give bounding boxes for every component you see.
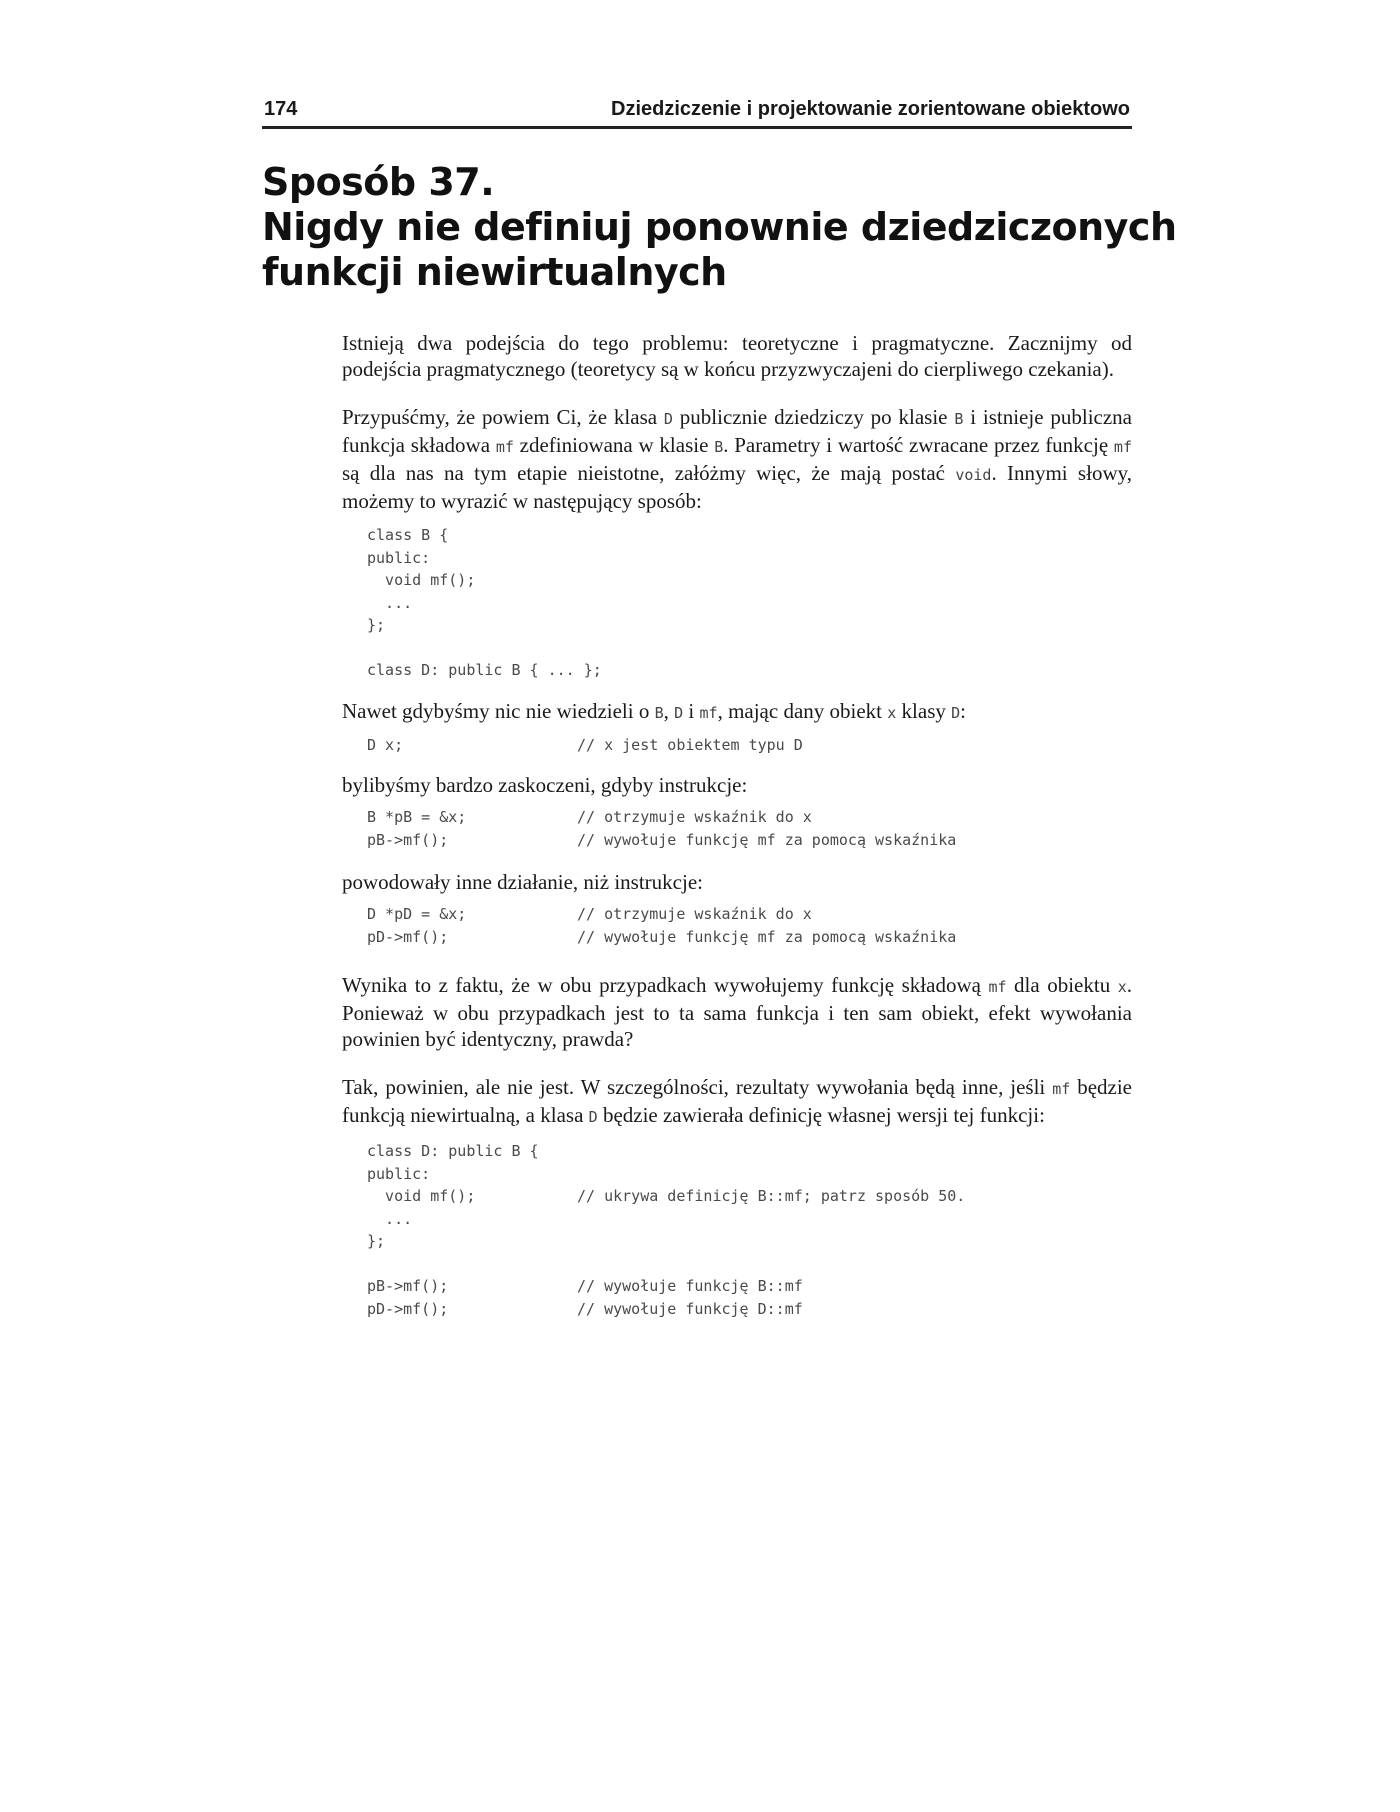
text-run: publicznie dziedziczy po klasie [672,405,955,429]
running-header [262,96,1132,129]
code-line: class D: public B { ... }; [367,661,602,679]
code-line [367,1208,1132,1231]
code-text: pB->mf(); [367,1277,449,1295]
code-line [367,1230,1132,1253]
code-line [367,734,1132,757]
code-text: pD->mf(); [367,927,449,946]
code-block-2 [367,734,1132,757]
code-line: ... [367,593,413,612]
code-line [367,637,1132,660]
inline-code: B [954,410,964,428]
code-text: class D: public B { [367,1142,539,1160]
running-chapter-title: Dziedziczenie i projektowanie zorientowane obiektowo [611,98,1130,120]
inline-code: mf [1052,1080,1071,1098]
inline-code: x [887,703,897,722]
code-line [367,926,1132,949]
text-run: . Parametry i wartość zwracane przez funkcję [723,433,1114,457]
inline-code: mf [495,438,514,456]
code-block-1 [367,524,1132,682]
code-comment: // wywołuje funkcję mf za pomocą wskaźnika [577,830,957,849]
text-run: , mając dany obiekt [717,698,888,723]
heading-line-3: funkcji niewirtualnych [262,250,727,294]
inline-code: B [654,703,664,722]
inline-code: mf [699,703,718,722]
paragraph-4: bylibyśmy bardzo zaskoczeni, gdyby instrukcje: [342,773,748,797]
paragraph-1: Istnieją dwa podejścia do tego problemu: teoretyczne i pragmatyczne. Zacznijmy od podejścia pragmatycznego (teoretycy są w końcu przyzwyczajeni do cierpliwego czekania). [342,331,1132,381]
code-line [367,829,1132,852]
code-text: pD->mf(); [367,1299,449,1318]
code-line [367,806,1132,829]
inline-code: mf [988,978,1007,996]
text-run: Wynika to z faktu, że w obu przypadkach wywołujemy funkcję składową [342,973,989,997]
code-line [367,1275,1132,1298]
code-line [367,1185,1132,1208]
text-run: i [683,698,700,723]
paragraph-5: powodowały inne działanie, niż instrukcje: [342,870,703,894]
text-run: dla obiektu [1006,973,1118,997]
code-comment: // wywołuje funkcję mf za pomocą wskaźnika [577,927,957,946]
inline-code: D [951,703,961,722]
body-text [342,330,1132,1320]
text-run: klasy [896,698,952,723]
inline-code: B [714,438,724,456]
code-text: ... [367,1209,413,1228]
section-heading [262,160,1177,295]
text-run: i istnieje publiczna funkcja składowa [342,405,1132,457]
code-block-4 [367,903,1132,948]
paragraph-2 [342,404,1132,514]
text-run: zdefiniowana w klasie [513,433,715,457]
code-text: public: [367,1164,431,1183]
code-line: }; [367,616,386,634]
code-comment: // x jest obiektem typu D [577,735,803,754]
text-run: Przypuśćmy, że powiem Ci, że klasa [342,405,664,429]
code-text: B *pB = &x; [367,808,467,826]
text-run: Tak, powinien, ale nie jest. W szczególności, rezultaty wywołania będą inne, jeśli [342,1075,1053,1099]
inline-code: D [663,410,673,428]
text-run: . Innymi słowy, możemy to wyrazić w następujący sposób: [342,461,1132,513]
paragraph-7 [342,1074,1132,1130]
paragraph-3 [342,698,1132,726]
page-number: 174 [264,98,298,120]
inline-code: mf [1113,438,1132,456]
code-line [367,1140,1132,1163]
code-text: }; [367,1232,386,1250]
paragraph-6 [342,972,1132,1052]
inline-code: D [588,1108,598,1126]
text-run: , [663,698,675,723]
code-text: D *pD = &x; [367,905,467,923]
code-comment: // ukrywa definicję B::mf; patrz sposób 50. [577,1187,966,1205]
heading-line-1: Sposób 37. [262,160,495,204]
code-comment: // wywołuje funkcję B::mf [577,1277,803,1295]
inline-code: x [1117,978,1127,996]
code-line [367,1298,1132,1321]
text-run: . Ponieważ w obu przypadkach jest to ta sama funkcja i ten sam obiekt, efekt wywołania powinien być identyczny, prawda? [342,973,1132,1051]
code-block-3 [367,806,1132,851]
code-text: void mf(); [367,1187,476,1205]
heading-line-2: Nigdy nie definiuj ponownie dziedziczonych [262,205,1177,249]
code-comment: // otrzymuje wskaźnik do x [577,808,812,826]
text-run: : [960,698,966,723]
code-comment: // otrzymuje wskaźnik do x [577,905,812,923]
inline-code: D [674,703,684,722]
text-run: będzie funkcją niewirtualną, a klasa [342,1075,1132,1127]
code-line: class B { [367,526,449,544]
inline-code: void [955,466,992,484]
code-line [367,1163,1132,1186]
code-line: public: [367,548,431,567]
code-text: D x; [367,735,404,754]
text-run: Nawet gdybyśmy nic nie wiedzieli o [342,698,655,723]
code-comment: // wywołuje funkcję D::mf [577,1299,803,1318]
code-line [367,1253,1132,1276]
text-run: są dla nas na tym etapie nieistotne, załóżmy więc, że mają postać [342,461,956,485]
text-run: będzie zawierała definicję własnej wersji tej funkcji: [597,1103,1045,1127]
code-text: pB->mf(); [367,830,449,849]
code-line: void mf(); [367,571,476,589]
code-line [367,903,1132,926]
code-block-5 [367,1140,1132,1320]
